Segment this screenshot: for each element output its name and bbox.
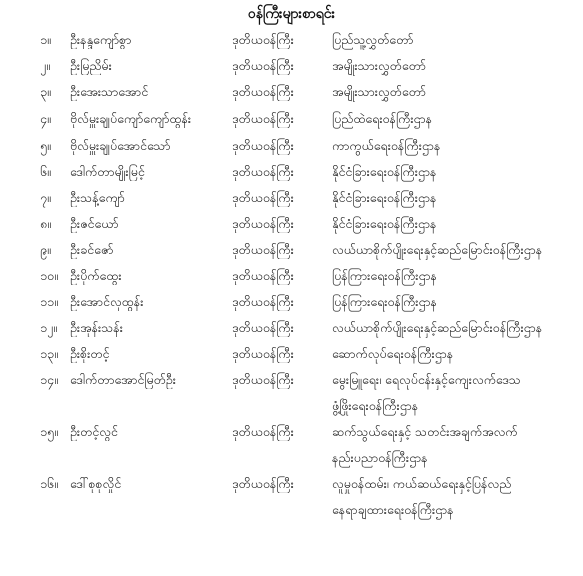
person-rank: ဒုတိယဝန်ကြီး	[232, 84, 294, 99]
ministry-line: နေရာချထားရေးဝန်ကြီးဌာန	[332, 502, 454, 517]
ministry-assignment	[332, 82, 577, 101]
ministry-line: နိုင်ငံခြားရေးဝန်ကြီးဌာန	[332, 190, 437, 205]
ministry-line: အမျိုးသားလွှတ်တော်	[332, 84, 426, 99]
person-rank: ဒုတိယဝန်ကြီး	[232, 476, 294, 491]
item-number: ၁၃။	[40, 346, 58, 361]
person-name: ဒေါက်တာအောင်မြတ်ဦး	[70, 372, 176, 387]
ministry-assignment	[332, 109, 577, 128]
ministry-assignment	[332, 318, 577, 337]
ministry-assignment	[332, 56, 577, 75]
person-name: ဗိုလ်မှူးချုပ်အောင်သော်	[70, 138, 171, 153]
item-number: ၈။	[40, 216, 51, 231]
ministry-line: အမျိုးသားလွှတ်တော်	[332, 58, 426, 73]
ministry-line: ဆက်သွယ်ရေးနှင့် သတင်းအချက်အလက်	[332, 424, 518, 439]
person-name: ဦးအုန်းသန်း	[70, 320, 123, 335]
person-name: ဒေါ်စုစုလှိုင်	[70, 476, 122, 491]
ministry-line: လူမှုဝန်ထမ်း၊ ကယ်ဆယ်ရေးနှင့်ပြန်လည်	[332, 476, 512, 491]
ministry-line: နိုင်ငံခြားရေးဝန်ကြီးဌာန	[332, 216, 437, 231]
ministry-assignment	[332, 474, 577, 519]
item-number: ၅။	[40, 138, 51, 153]
ministry-assignment	[332, 240, 577, 259]
ministry-assignment	[332, 214, 577, 233]
item-number: ၁၄။	[40, 372, 58, 387]
person-rank: ဒုတိယဝန်ကြီး	[232, 138, 294, 153]
person-name: ဒေါက်တာမျိုးမြင့်	[70, 164, 145, 179]
person-name: ဦးအေးသာအောင်	[70, 84, 149, 99]
person-rank: ဒုတိယဝန်ကြီး	[232, 216, 294, 231]
person-rank: ဒုတိယဝန်ကြီး	[232, 346, 294, 361]
person-name: ဗိုလ်မှူးချုပ်ကျော်ကျော်ထွန်း	[70, 111, 192, 126]
person-name: ဦးသန့်ကျော်	[70, 190, 125, 205]
ministry-assignment	[332, 422, 577, 467]
item-number: ၁၆။	[40, 476, 58, 491]
ministry-line: ကာကွယ်ရေးဝန်ကြီးဌာန	[332, 138, 441, 153]
person-rank: ဒုတိယဝန်ကြီး	[232, 164, 294, 179]
item-number: ၂။	[40, 58, 50, 73]
ministry-assignment	[332, 30, 577, 49]
person-name: ဦးမြညိမ်း	[70, 58, 112, 73]
ministry-line: ပြန်ကြားရေးဝန်ကြီးဌာန	[332, 294, 438, 309]
person-rank: ဒုတိယဝန်ကြီး	[232, 268, 294, 283]
person-name: ဦးတင့်လွင်	[70, 424, 118, 439]
ministry-line: နည်းပညာဝန်ကြီးဌာန	[332, 450, 428, 465]
ministry-assignment	[332, 292, 577, 311]
item-number: ၁၂။	[40, 320, 57, 335]
person-rank: ဒုတိယဝန်ကြီး	[232, 111, 294, 126]
item-number: ၁၁။	[40, 294, 58, 309]
item-number: ၁၅။	[40, 424, 58, 439]
ministry-line: ဖွံ့ဖြိုးရေးဝန်ကြီးဌာန	[332, 398, 419, 413]
ministry-line: လယ်ယာစိုက်ပျိုးရေးနှင့်ဆည်မြောင်းဝန်ကြီးဌာန	[332, 242, 543, 257]
ministry-line: ပြည်ထဲရေးဝန်ကြီးဌာန	[332, 111, 433, 126]
item-number: ၃။	[40, 84, 51, 99]
person-rank: ဒုတိယဝန်ကြီး	[232, 424, 294, 439]
item-number: ၁။	[40, 32, 51, 47]
person-name: ဦးဇင်ယော်	[70, 216, 119, 231]
item-number: ၁၀။	[40, 268, 58, 283]
item-number: ၉။	[40, 242, 51, 257]
person-rank: ဒုတိယဝန်ကြီး	[232, 58, 294, 73]
person-name: ဦးစိုးတင့်	[70, 346, 110, 361]
ministry-line: ပြည်သူ့လွှတ်တော်	[332, 32, 414, 47]
item-number: ၆။	[40, 164, 51, 179]
ministry-assignment	[332, 136, 577, 155]
person-name: ဦးခင်ဇော်	[70, 242, 114, 257]
ministry-line: လယ်ယာစိုက်ပျိုးရေးနှင့်ဆည်မြောင်းဝန်ကြီးဌာန	[332, 320, 543, 335]
ministry-assignment	[332, 162, 577, 181]
item-number: ၇။	[40, 190, 51, 205]
ministry-line: မွေးမြူရေး၊ ရေလုပ်ငန်းနှင့်ကျေးလက်ဒေသ	[332, 372, 521, 387]
ministry-assignment	[332, 370, 577, 415]
person-rank: ဒုတိယဝန်ကြီး	[232, 372, 294, 387]
person-rank: ဒုတိယဝန်ကြီး	[232, 242, 294, 257]
document-title: ဝန်ကြီးများစာရင်း	[247, 6, 336, 22]
ministry-line: ပြန်ကြားရေးဝန်ကြီးဌာန	[332, 268, 438, 283]
person-name: ဦးပိုက်ထွေး	[70, 268, 122, 283]
person-name: ဦးနန္ဒကျော်စွာ	[70, 32, 132, 47]
person-rank: ဒုတိယဝန်ကြီး	[232, 190, 294, 205]
person-rank: ဒုတိယဝန်ကြီး	[232, 320, 294, 335]
ministry-line: ဆောက်လုပ်ရေးဝန်ကြီးဌာန	[332, 346, 454, 361]
ministry-assignment	[332, 344, 577, 363]
ministry-assignment	[332, 188, 577, 207]
ministry-line: နိုင်ငံခြားရေးဝန်ကြီးဌာန	[332, 164, 437, 179]
item-number: ၄။	[40, 111, 51, 126]
ministry-assignment	[332, 266, 577, 285]
person-rank: ဒုတိယဝန်ကြီး	[232, 294, 294, 309]
person-rank: ဒုတိယဝန်ကြီး	[232, 32, 294, 47]
person-name: ဦးအောင်လှထွန်း	[70, 294, 144, 309]
